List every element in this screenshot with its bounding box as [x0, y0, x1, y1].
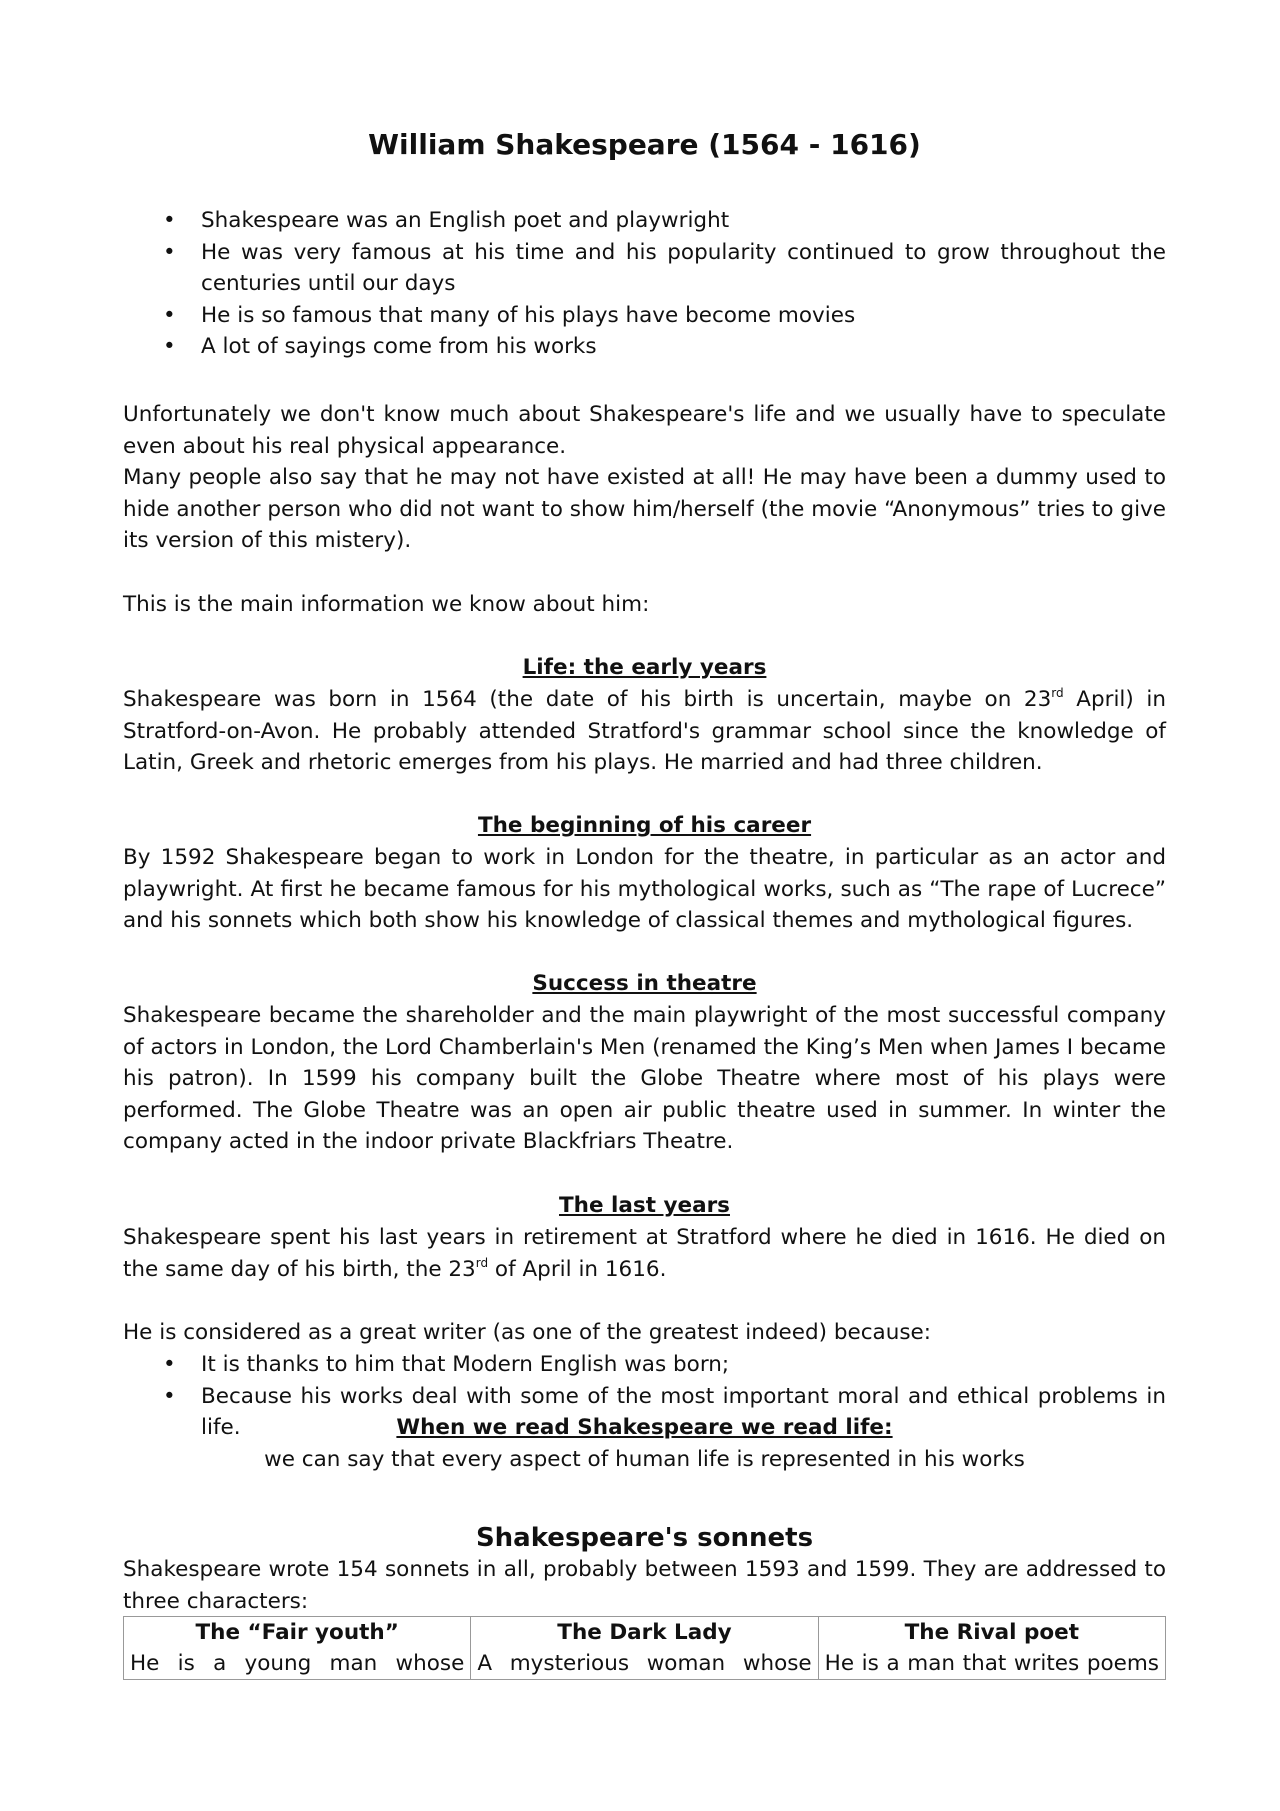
superscript: rd [475, 1255, 489, 1270]
bullet-icon: • [163, 239, 176, 265]
read-life-text: we can say that every aspect of human life is represented in his works [264, 1447, 1025, 1472]
table-header-fair-youth: The “Fair youth” [124, 1617, 471, 1649]
table-header-rival-poet: The Rival poet [818, 1617, 1165, 1649]
bullet-icon: • [163, 208, 176, 233]
section-text-last-years: Shakespeare spent his last years in retirement at Stratford where he died in 1616. He died on the same day of his birth, the 23rd of April in 1616. [123, 1225, 1166, 1282]
paragraph-many-people: Many people also say that he may not have existed at all! He may have been a dummy used to hide another person who did not want to show him/herself (the movie “Anonymous” tries to give its version of this mistery). [123, 465, 1166, 553]
list-item-text: Shakespeare was an English poet and playwright [201, 208, 730, 233]
characters-table [123, 1616, 1166, 1680]
table-row [124, 1648, 1166, 1680]
read-life-heading: When we read Shakespeare we read life: [396, 1415, 893, 1440]
paragraph-main-info: This is the main information we know about him: [123, 592, 650, 617]
list-item-text: It is thanks to him that Modern English was born; [201, 1352, 730, 1377]
section-heading-career: The beginning of his career [477, 813, 812, 838]
sonnets-heading: Shakespeare's sonnets [475, 1523, 814, 1553]
section-heading-last-years: The last years [559, 1193, 730, 1218]
bullet-icon: • [163, 334, 176, 359]
table-cell-fair-youth: He is a young man whose [124, 1648, 471, 1680]
document-title: William Shakespeare (1564 - 1616) [368, 128, 921, 161]
list-item [123, 237, 1166, 300]
section-text-early-years: Shakespeare was born in 1564 (the date of his birth is uncertain, maybe on 23rd April) in Stratford-on-Avon. He probably attended Stratford's grammar school since the knowledge of Latin, Greek and rhetoric emerges from his plays. He married and had three children. [123, 686, 1166, 775]
list-item-text: A lot of sayings come from his works [201, 334, 597, 359]
table-cell-rival-poet: He is a man that writes poems [818, 1648, 1165, 1680]
list-item-text: Because his works deal with some of the most important moral and ethical problems in life. [201, 1383, 1166, 1440]
list-item [123, 1349, 1166, 1381]
intro-bullet-list [123, 205, 1166, 363]
sonnets-intro: Shakespeare wrote 154 sonnets in all, probably between 1593 and 1599. They are addressed to three characters: [123, 1557, 1166, 1614]
table-cell-dark-lady: A mysterious woman whose [471, 1648, 818, 1680]
table-header-row [124, 1617, 1166, 1649]
table-header-dark-lady: The Dark Lady [471, 1617, 818, 1649]
list-item-text: He was very famous at his time and his popularity continued to grow throughout the centuries until our days [201, 239, 1166, 296]
section-text-career: By 1592 Shakespeare began to work in London for the theatre, in particular as an actor and playwright. At first he became famous for his mythological works, such as “The rape of Lucrece” and his sonnets which both show his knowledge of classical themes and mythological figures. [123, 845, 1166, 933]
bullet-icon: • [163, 302, 176, 328]
list-item [123, 331, 1166, 363]
list-item [123, 300, 1166, 332]
list-item [123, 205, 1166, 237]
bullet-icon: • [163, 1383, 176, 1409]
paragraph-unfortunately: Unfortunately we don't know much about Shakespeare's life and we usually have to speculate even about his real physical appearance. [123, 402, 1166, 459]
paragraph-great-writer: He is considered as a great writer (as one of the greatest indeed) because: [123, 1320, 931, 1345]
superscript: rd [1051, 686, 1064, 700]
section-heading-success: Success in theatre [532, 971, 757, 996]
list-item-text: He is so famous that many of his plays have become movies [201, 302, 856, 328]
bullet-icon: • [163, 1352, 176, 1377]
section-heading-early-years: Life: the early years [522, 655, 767, 680]
section-text-success: Shakespeare became the shareholder and the main playwright of the most successful company of actors in London, the Lord Chamberlain's Men (renamed the King’s Men when James I became his patron). In 1599 his company built the Globe Theatre where most of his plays were performed. The Globe Theatre was an open air public theatre used in summer. In winter the company acted in the indoor private Blackfriars Theatre. [123, 1003, 1166, 1154]
